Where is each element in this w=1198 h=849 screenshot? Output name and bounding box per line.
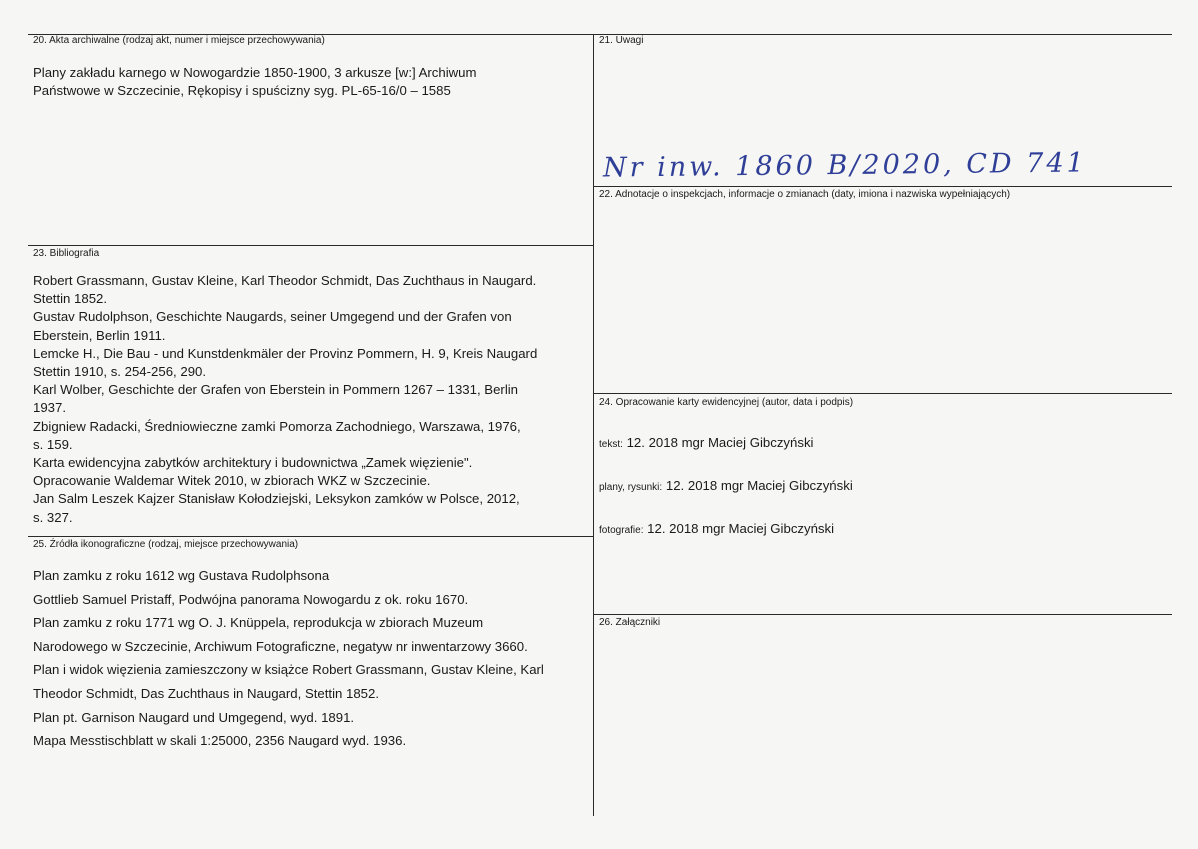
prep-row-drawings [599, 477, 853, 497]
text-line: Karta ewidencyjna zabytków architektury i budownictwa „Zamek więzienie". [33, 455, 473, 471]
text-line: Gustav Rudolphson, Geschichte Naugards, seiner Umgegend und der Grafen von [33, 309, 512, 325]
section-20-body [33, 64, 476, 100]
text-line: Plany zakładu karnego w Nowogardzie 1850-1900, 3 arkusze [w:] Archiwum [33, 65, 477, 80]
rule-21-22 [594, 186, 1172, 187]
text-line: s. 159. [33, 436, 73, 452]
text-line: Karl Wolber, Geschichte der Grafen von Eberstein in Pommern 1267 – 1331, Berlin [33, 382, 519, 398]
section-23-header: 23. Bibliografia [33, 248, 100, 259]
prep-row-photos [599, 520, 834, 540]
text-line: Zbigniew Radacki, Średniowieczne zamki Pomorza Zachodniego, Warszawa, 1976, [33, 418, 521, 434]
text-line: Lemcke H., Die Bau - und Kunstdenkmäler der Provinz Pommern, H. 9, Kreis Naugard [33, 345, 538, 361]
section-25-header: 25. Źródła ikonograficzne (rodzaj, miejsce przechowywania) [33, 539, 299, 550]
section-25-body [33, 564, 544, 753]
text-line: Plan i widok więzienia zamieszczony w książce Robert Grassmann, Gustav Kleine, Karl [33, 662, 544, 678]
section-26-header: 26. Załączniki [599, 617, 661, 628]
text-line: Plan zamku z roku 1612 wg Gustava Rudolphsona [33, 568, 330, 583]
prep-value: 12. 2018 mgr Maciej Gibczyński [626, 435, 814, 450]
text-line: Stettin 1852. [33, 291, 108, 307]
rule-20-23 [28, 245, 593, 246]
text-line: Państwowe w Szczecinie, Rękopisy i spuścizny syg. PL-65-16/0 – 1585 [33, 83, 451, 99]
text-line: Plan pt. Garnison Naugard und Umgegend, wyd. 1891. [33, 709, 355, 725]
section-24-header: 24. Opracowanie karty ewidencyjnej (autor, data i podpis) [599, 397, 854, 408]
text-line: Theodor Schmidt, Das Zuchthaus in Naugard, Stettin 1852. [33, 685, 379, 701]
section-22-header: 22. Adnotacje o inspekcjach, informacje o zmianach (daty, imiona i nazwiska wypełniających) [599, 189, 1011, 200]
prep-label: fotografie: [599, 525, 644, 536]
rule-24-26 [594, 614, 1172, 615]
text-line: Plan zamku z roku 1771 wg O. J. Knüppela, reprodukcja w zbiorach Muzeum [33, 615, 484, 631]
section-20-header: 20. Akta archiwalne (rodzaj akt, numer i miejsce przechowywania) [33, 35, 325, 46]
rule-22-24 [594, 393, 1172, 394]
prep-value: 12. 2018 mgr Maciej Gibczyński [665, 478, 853, 493]
prep-row-text [599, 434, 813, 454]
text-line: Gottlieb Samuel Pristaff, Podwójna panorama Nowogardu z ok. roku 1670. [33, 591, 469, 607]
section-21-header: 21. Uwagi [599, 35, 644, 46]
text-line: Eberstein, Berlin 1911. [33, 327, 166, 343]
text-line: Narodowego w Szczecinie, Archiwum Fotograficzne, negatyw nr inwentarzowy 3660. [33, 638, 528, 654]
handwritten-inventory-note: Nr inw. 1860 B/2020, CD 741 [602, 147, 1087, 184]
text-line: Robert Grassmann, Gustav Kleine, Karl Theodor Schmidt, Das Zuchthaus in Naugard. [33, 273, 537, 288]
text-line: s. 327. [33, 509, 73, 525]
section-23-body [33, 272, 537, 527]
text-line: Jan Salm Leszek Kajzer Stanisław Kołodziejski, Leksykon zamków w Polsce, 2012, [33, 491, 520, 507]
prep-label: plany, rysunki: [599, 482, 663, 493]
prep-label: tekst: [599, 439, 623, 450]
text-line: Stettin 1910, s. 254-256, 290. [33, 364, 207, 380]
text-line: Mapa Messtischblatt w skali 1:25000, 2356 Naugard wyd. 1936. [33, 733, 407, 749]
text-line: Opracowanie Waldemar Witek 2010, w zbiorach WKZ w Szczecinie. [33, 473, 431, 489]
center-divider [593, 34, 594, 816]
rule-23-25 [28, 536, 593, 537]
text-line: 1937. [33, 400, 67, 416]
prep-value: 12. 2018 mgr Maciej Gibczyński [647, 521, 835, 536]
